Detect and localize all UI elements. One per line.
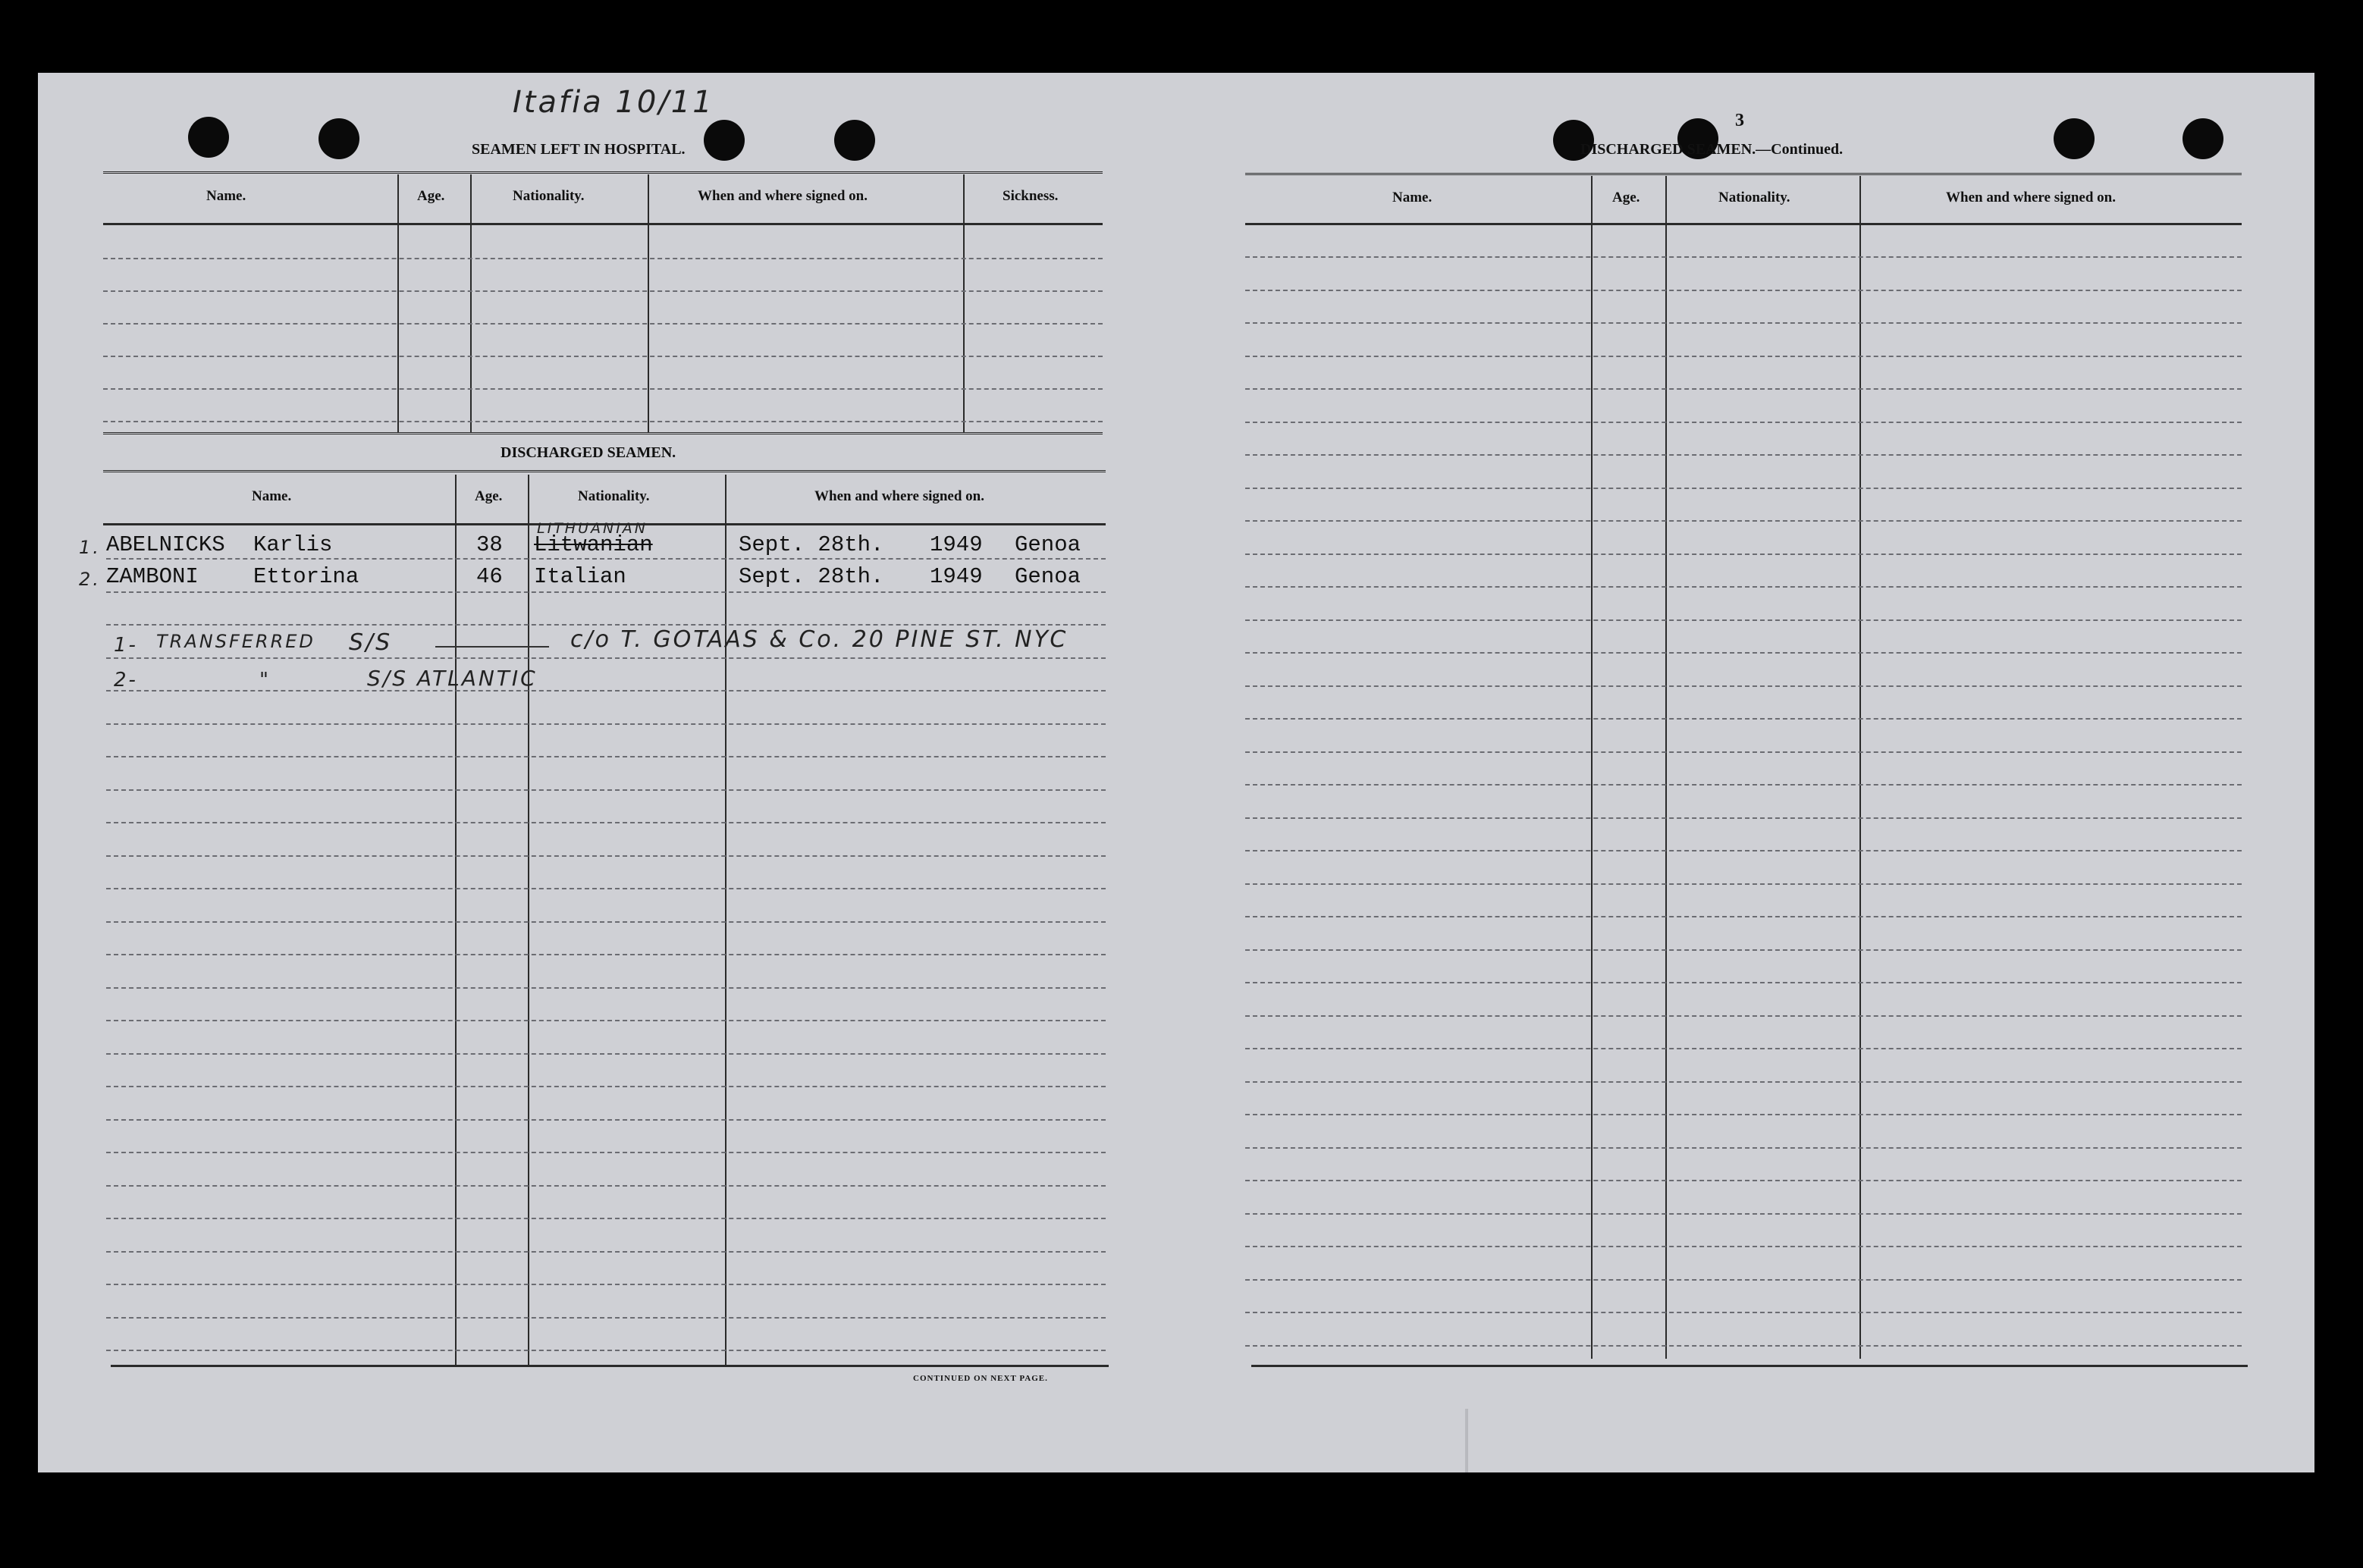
nationality-correction: LITHUANIAN	[537, 520, 648, 537]
ruled-line	[106, 690, 1106, 691]
punch-hole-icon	[704, 120, 745, 161]
continued-footer: CONTINUED ON NEXT PAGE.	[913, 1374, 1048, 1383]
ruled-line	[1245, 1114, 2242, 1115]
seaman-nationality: Italian	[534, 564, 626, 589]
ruled-line	[106, 723, 1106, 725]
punch-hole-icon	[834, 120, 875, 161]
seaman-surname: ABELNICKS	[106, 532, 225, 557]
note-ditto: "	[259, 669, 271, 691]
ruled-line	[106, 1350, 1106, 1351]
seaman-nationality: Litwanian	[534, 532, 653, 557]
punch-hole-icon	[188, 117, 229, 158]
hospital-col-age: Age.	[417, 188, 445, 204]
right-title: DISCHARGED SEAMEN.—Continued.	[1580, 141, 1844, 158]
ruled-line	[106, 888, 1106, 889]
note-address: c/o T. GOTAAS & Co. 20 PINE ST. NYC	[570, 626, 1069, 653]
signed-on-place: Genoa	[1015, 564, 1081, 589]
right-col-name: Name.	[1392, 190, 1433, 205]
seaman-age: 38	[476, 532, 503, 557]
discharged-col-nationality: Nationality.	[578, 488, 650, 504]
punch-hole-icon	[2183, 118, 2223, 159]
ruled-line	[106, 624, 1106, 626]
ruled-line	[1245, 1279, 2242, 1281]
seaman-age: 46	[476, 564, 503, 589]
signed-on-year: 1949	[930, 532, 983, 557]
note-ship-name: S/S ATLANTIC	[367, 666, 538, 691]
ruled-line	[106, 1020, 1106, 1021]
ruled-line	[1245, 322, 2242, 324]
ruled-line	[1245, 817, 2242, 819]
ruled-line	[106, 1152, 1106, 1153]
ruled-line	[1245, 949, 2242, 951]
ruled-line	[1245, 488, 2242, 489]
ruled-line	[106, 1218, 1106, 1219]
right-col-signed-on: When and where signed on.	[1946, 190, 2117, 205]
ruled-line	[1245, 256, 2242, 258]
ruled-line	[1245, 883, 2242, 885]
ruled-line	[1245, 850, 2242, 851]
ruled-line	[1245, 356, 2242, 357]
ruled-line	[103, 258, 1103, 259]
ruled-line	[1245, 454, 2242, 456]
ruled-line	[103, 323, 1103, 325]
note-ship-abbrev: S/S	[349, 629, 393, 656]
ruled-line	[1245, 422, 2242, 423]
hospital-col-sickness: Sickness.	[1003, 188, 1059, 204]
note-transferred: TRANSFERRED	[156, 631, 315, 652]
row-number: 2.	[79, 569, 101, 590]
ruled-line	[1245, 1081, 2242, 1083]
signed-on-date: Sept. 28th.	[739, 564, 884, 589]
page-number: 3	[1735, 111, 1744, 130]
ruled-line	[106, 1284, 1106, 1285]
signed-on-place: Genoa	[1015, 532, 1081, 557]
ruled-line	[1245, 916, 2242, 917]
ruled-line	[106, 954, 1106, 955]
ruled-line	[106, 987, 1106, 989]
pencil-note: Itafia 10/11	[513, 85, 714, 120]
discharged-col-age: Age.	[475, 488, 503, 504]
ruled-line	[1245, 1312, 2242, 1313]
ruled-line	[1245, 1048, 2242, 1049]
ruled-line	[106, 1317, 1106, 1319]
ruled-line	[106, 756, 1106, 757]
ruled-line	[106, 1251, 1106, 1253]
ruled-line	[106, 558, 1106, 560]
ruled-line	[106, 789, 1106, 791]
ruled-line	[1245, 751, 2242, 753]
ruled-line	[1245, 1015, 2242, 1017]
ruled-line	[1245, 520, 2242, 522]
ruled-line	[106, 591, 1106, 593]
ruled-line	[1245, 1246, 2242, 1247]
hospital-col-name: Name.	[206, 188, 246, 204]
punch-hole-icon	[319, 118, 359, 159]
page-fold	[1465, 1409, 1468, 1472]
ruled-line	[1245, 388, 2242, 390]
row-number: 1.	[79, 537, 101, 558]
document-sheet	[38, 73, 2314, 1472]
signed-on-date: Sept. 28th.	[739, 532, 884, 557]
ruled-line	[1245, 652, 2242, 654]
ruled-line	[103, 290, 1103, 292]
ruled-line	[1245, 554, 2242, 555]
ruled-line	[106, 1119, 1106, 1121]
ruled-line	[1245, 982, 2242, 983]
ruled-line	[106, 657, 1106, 659]
punch-hole-icon	[2054, 118, 2095, 159]
ruled-line	[106, 1053, 1106, 1055]
ruled-line	[106, 855, 1106, 857]
seaman-given-name: Karlis	[253, 532, 333, 557]
discharged-col-signed-on: When and where signed on.	[814, 488, 985, 504]
ruled-line	[103, 356, 1103, 357]
seaman-surname: ZAMBONI	[106, 564, 199, 589]
ruled-line	[1245, 1147, 2242, 1149]
ruled-line	[106, 1086, 1106, 1087]
ruled-line	[1245, 1213, 2242, 1215]
ruled-line	[1245, 718, 2242, 720]
note-number: 2-	[114, 669, 138, 691]
right-col-nationality: Nationality.	[1718, 190, 1790, 205]
ruled-line	[1245, 586, 2242, 588]
signed-on-year: 1949	[930, 564, 983, 589]
ruled-line	[1245, 619, 2242, 621]
ruled-line	[1245, 1345, 2242, 1347]
ruled-line	[1245, 685, 2242, 687]
hospital-col-signed-on: When and where signed on.	[698, 188, 868, 204]
ruled-line	[1245, 1180, 2242, 1181]
hospital-col-nationality: Nationality.	[513, 188, 585, 204]
note-number: 1-	[114, 634, 138, 657]
seaman-given-name: Ettorina	[253, 564, 359, 589]
ruled-line	[103, 388, 1103, 390]
discharged-title: DISCHARGED SEAMEN.	[501, 444, 676, 461]
ruled-line	[103, 421, 1103, 422]
ruled-line	[1245, 290, 2242, 291]
hospital-title: SEAMEN LEFT IN HOSPITAL.	[472, 141, 686, 158]
discharged-col-name: Name.	[252, 488, 292, 504]
ruled-line	[106, 921, 1106, 923]
right-col-age: Age.	[1612, 190, 1640, 205]
ruled-line	[1245, 784, 2242, 786]
ruled-line	[106, 822, 1106, 823]
ruled-line	[106, 1185, 1106, 1187]
